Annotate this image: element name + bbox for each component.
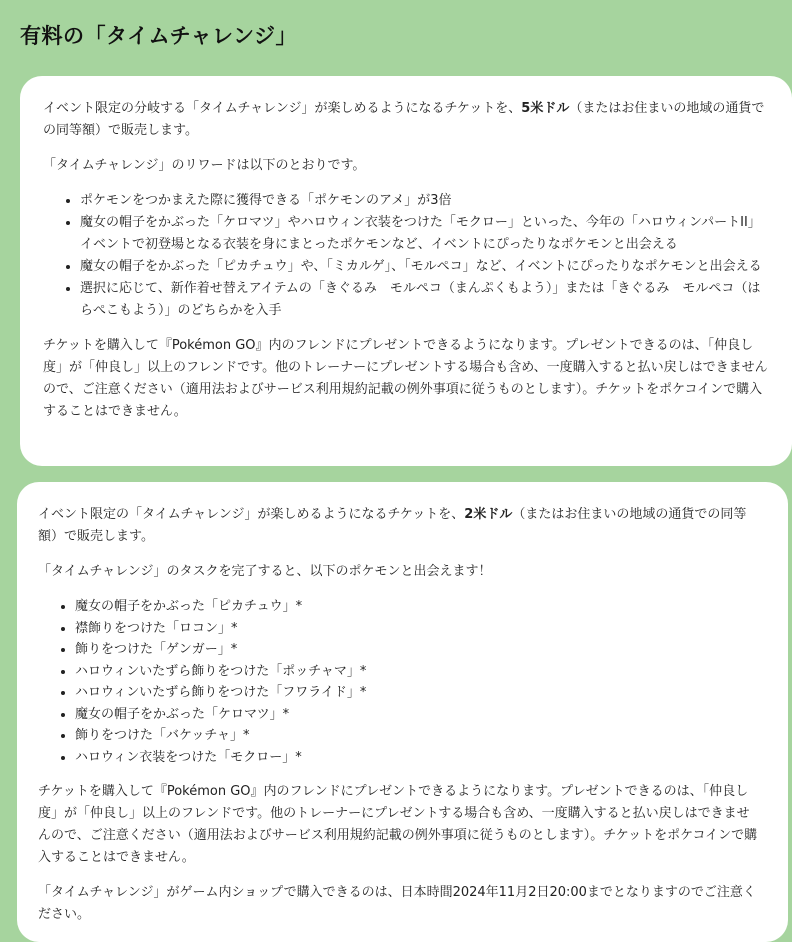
list-item: • 飾りをつけた「バケッチャ」* [75, 725, 762, 747]
ticket-intro [43, 98, 768, 142]
purchase-deadline: 「タイムチャレンジ」がゲーム内ショップで購入できるのは、日本時間2024年11月2日20:00までとなりますのでご注意ください。 [38, 885, 756, 922]
encounters-list [38, 596, 762, 768]
gift-refund-note: チケットを購入して『Pokémon GO』内のフレンドにプレゼントできるようになります。プレゼントできるのは、「仲良し度」が「仲良し」以上のフレンドです。他のトレーナーにプレゼントする場合も含め、一度購入すると払い戻しはできませんので、ご注意ください（適用法およびサービス利用規約記載の例外事項に従うものとします）。チケットをポケコインで購入することはできません。 [43, 338, 768, 419]
list-item: • ハロウィンいたずら飾りをつけた「フワライド」* [75, 682, 762, 704]
list-item: • 選択に応じて、新作着せ替えアイテムの「きぐるみ モルペコ（まんぷくもよう）」または「きぐるみ モルペコ（はらぺこもよう）」のどちらかを入手 [80, 278, 768, 322]
rewards-list [43, 190, 768, 322]
list-item: • ハロウィン衣装をつけた「モクロー」* [75, 747, 762, 769]
intro-text-pre: イベント限定の「タイムチャレンジ」が楽しめるようになるチケットを、 [38, 507, 465, 522]
ticket-price: 5米ドル [521, 101, 570, 116]
intro-text-post: （またはお住まいの地域の通貨での同等額）で販売します。 [38, 507, 747, 544]
list-item: • ハロウィンいたずら飾りをつけた「ポッチャマ」* [75, 661, 762, 683]
intro-text-pre: イベント限定の分岐する「タイムチャレンジ」が楽しめるようになるチケットを、 [43, 101, 522, 116]
ticket-card-5usd [20, 76, 792, 466]
ticket-intro [38, 504, 762, 548]
encounters-lead: 「タイムチャレンジ」のタスクを完了すると、以下のポケモンと出会えます！ [38, 564, 492, 579]
intro-text-post: （またはお住まいの地域の通貨での同等額）で販売します。 [43, 101, 765, 138]
list-item: • 魔女の帽子をかぶった「ピカチュウ」* [75, 596, 762, 618]
list-item: • 襟飾りをつけた「ロコン」* [75, 618, 762, 640]
list-item: • 魔女の帽子をかぶった「ケロマツ」* [75, 704, 762, 726]
gift-refund-note: チケットを購入して『Pokémon GO』内のフレンドにプレゼントできるようになります。プレゼントできるのは、「仲良し度」が「仲良し」以上のフレンドです。他のトレーナーにプレゼントする場合も含め、一度購入すると払い戻しはできませんので、ご注意ください（適用法およびサービス利用規約記載の例外事項に従うものとします）。チケットをポケコインで購入することはできません。 [38, 784, 758, 865]
list-item: • 魔女の帽子をかぶった「ケロマツ」やハロウィン衣装をつけた「モクロー」といった、今年の「ハロウィンパートII」イベントで初登場となる衣装を身にまとったポケモンなど、イベントにぴったりなポケモンと出会える [80, 212, 768, 256]
list-item: • 飾りをつけた「ゲンガー」* [75, 639, 762, 661]
page-title: 有料の「タイムチャレンジ」 [20, 24, 297, 48]
list-item: • ポケモンをつかまえた際に獲得できる「ポケモンのアメ」が3倍 [80, 190, 768, 212]
ticket-card-2usd [17, 482, 788, 942]
rewards-lead: 「タイムチャレンジ」のリワードは以下のとおりです。 [43, 158, 366, 173]
list-item: • 魔女の帽子をかぶった「ピカチュウ」や、「ミカルゲ」、「モルペコ」など、イベントにぴったりなポケモンと出会える [80, 256, 768, 278]
ticket-price: 2米ドル [464, 507, 513, 522]
